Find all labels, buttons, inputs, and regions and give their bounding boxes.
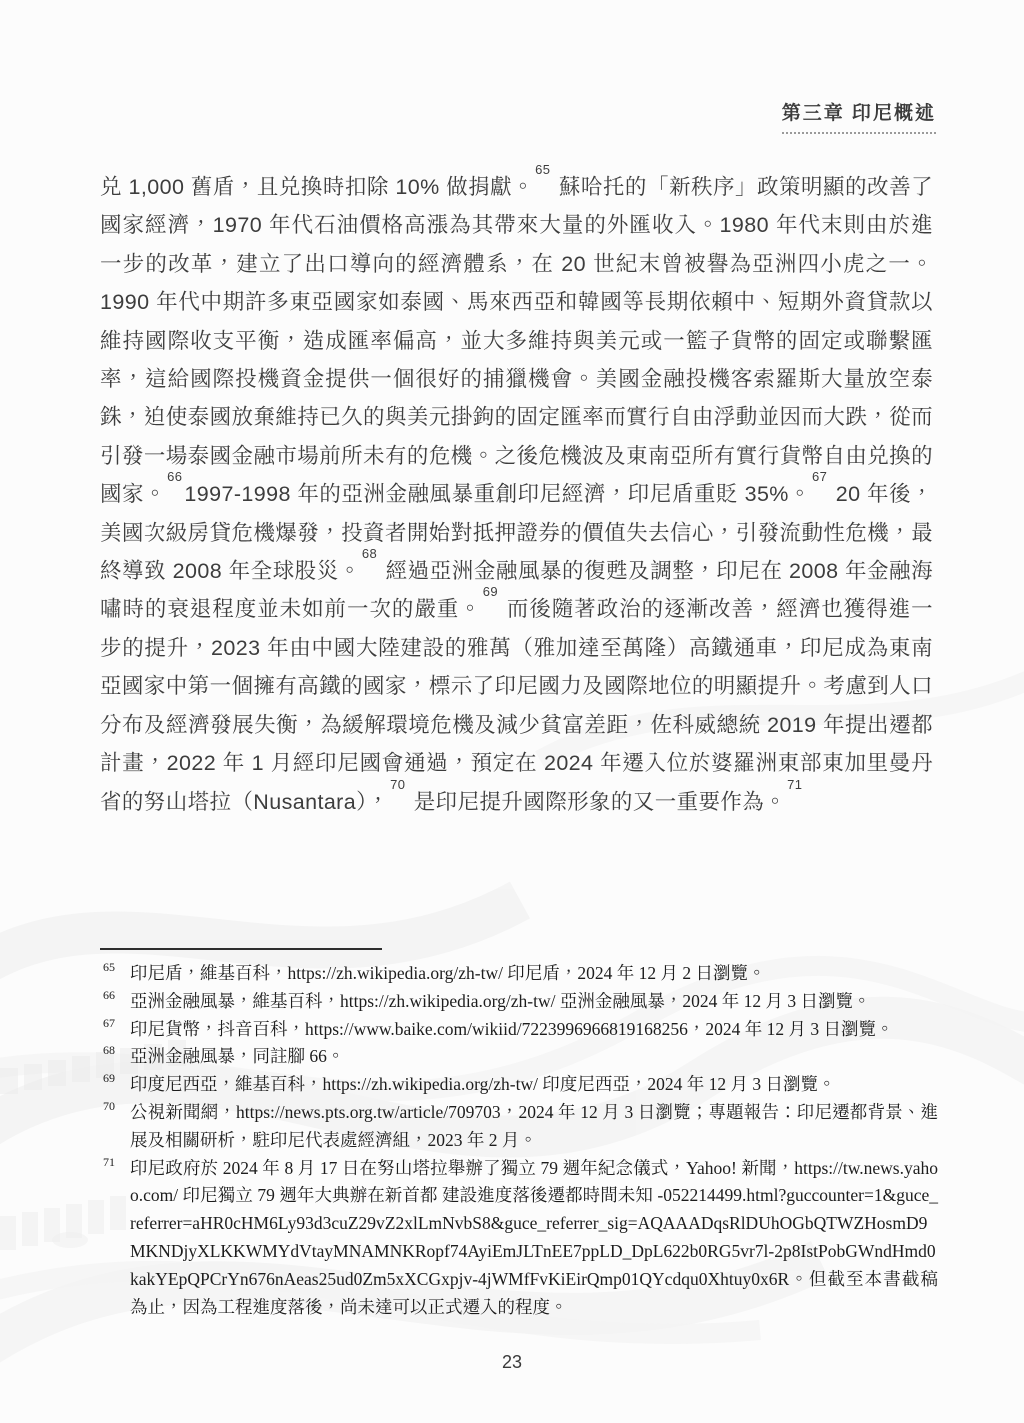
- footnote-ref: 65: [535, 162, 551, 177]
- footnote-number: 69: [103, 1071, 115, 1086]
- footnote-item: [100, 1155, 938, 1322]
- footnote-number: 67: [103, 1015, 115, 1030]
- footnote-text: 印尼貨幣，抖音百科，https://www.baike.com/wikiid/7223996966819168256，2024 年 12 月 3 日瀏覽。: [130, 1018, 894, 1039]
- footnote-item: [100, 960, 938, 988]
- footnote-item: [100, 988, 938, 1016]
- footnote-ref: 67: [812, 469, 828, 485]
- footnote-text: 印度尼西亞，維基百科，https://zh.wikipedia.org/zh-tw/ 印度尼西亞，2024 年 12 月 3 日瀏覽。: [130, 1074, 836, 1095]
- footnote-item: [100, 1099, 938, 1155]
- footnote-number: 68: [103, 1043, 115, 1058]
- footnote-list: [100, 960, 938, 1321]
- footnote-ref: 70: [390, 776, 406, 792]
- page-number: 23: [501, 1352, 523, 1372]
- footnote-number: 65: [103, 960, 115, 974]
- footnote-item: [100, 1016, 938, 1044]
- footnote-number: 66: [103, 987, 115, 1002]
- footnote-ref: 66: [167, 469, 183, 485]
- footnote-ref: 69: [482, 584, 498, 600]
- page-header: [782, 98, 936, 134]
- footnote-text: 印尼政府於 2024 年 8 月 17 日在努山塔拉舉辦了獨立 79 週年紀念儀式，Yahoo! 新聞，https://tw.news.yahoo.com/ 印尼獨立 79 週年大典辦在新首都 建設進度落後遷都時間未知 -052214499.html?guccounter=1&guce_referrer=aHR0cHM6Ly93d3cuZ29vZ2xlLmNvbS8&guce_referrer_sig=AQAAADqsRlDUhOGbQTWZHosmD9MKNDjyXLKKWMYdVtayMNAMNKRopf74AyiEmJLTnEE7ppLD_DpL622b0RG5vr7l-2p8IstPobGWndHmd0kakYEpQPCrYn676nAeas25ud0Zm5xXCGxpjv-4jWMfFvKiEirQmp01QYcdqu0Xhtuy0x6R。但截至本書截稿為止，因為工程進度落後，尚未達可以正式遷入的程度。: [130, 1157, 938, 1317]
- footnote-text: 印尼盾，維基百科，https://zh.wikipedia.org/zh-tw/ 印尼盾，2024 年 12 月 2 日瀏覽。: [130, 963, 766, 983]
- footnote-number: 71: [103, 1154, 115, 1169]
- footnote-text: 公視新聞網，https://news.pts.org.tw/article/709703，2024 年 12 月 3 日瀏覽；專題報告：印尼遷都背景、進展及相關研析，駐印尼代表處經濟組，2023 年 2 月。: [130, 1101, 938, 1150]
- footnote-number: 70: [103, 1098, 115, 1113]
- footnote-item: [100, 1043, 938, 1071]
- footnote-ref: 71: [787, 776, 803, 792]
- footnote-item: [100, 1071, 938, 1099]
- body-paragraph: 兑 1,000 舊盾，且兑換時扣除 10% 做捐獻。$^{65}$ 蘇哈托的「新秩序」政策明顯的改善了國家經濟，1970 年代石油價格高漲為其帶來大量的外匯收入。1980 年代末則由於進一步的改革，建立了出口導向的經濟體系，在 20 世紀末曾被譽為亞洲四小虎之一。1990 年代中期許多東亞國家如泰國、馬來西亞和韓國等長期依賴中、短期外資貸款以維持國際收支平衡，造成匯率偏高，並大多維持與美元或一籃子貨幣的固定或聯繫匯率，這給國際投機資金提供一個很好的捕獵機會。美國金融投機客索羅斯大量放空泰銖，迫使泰國放棄維持已久的與美元掛鉤的固定匯率而實行自由浮動並因而大跌，從而引發一場泰國金融市場前所未有的危機。之後危機波及東南亞所有實行貨幣自由兑換的國家。$^{66}$1997-1998 年的亞洲金融風暴重創印尼經濟，印尼盾重貶 35%。$^{67}$ 20 年後，美國次級房貸危機爆發，投資者開始對抵押證券的價值失去信心，引發流動性危機，最終導致 2008 年全球股災。$^{68}$ 經過亞洲金融風暴的復甦及調整，印尼在 2008 年金融海嘯時的衰退程度並未如前一次的嚴重。$^{69}$ 而後隨著政治的逐漸改善，經濟也獲得進一步的提升，2023 年由中國大陸建設的雅萬（雅加達至萬隆）高鐵通車，印尼成為東南亞國家中第一個擁有高鐵的國家，標示了印尼國力及國際地位的明顯提升。考慮到人口分布及經濟發展失衡，為緩解環境危機及減少貧富差距，佐科威總統 2019 年提出遷都計畫，2022 年 1 月經印尼國會通過，預定在 2024 年遷入位於婆羅洲東部東加里曼丹省的努山塔拉（Nusantara），$^{70}$ 是印尼提升國際形象的又一重要作為。$^{71}$: [100, 162, 934, 814]
- footnotes-section: [100, 948, 938, 1321]
- footnote-separator: [100, 948, 382, 950]
- footnote-text: 亞洲金融風暴，同註腳 66。: [130, 1046, 345, 1067]
- footnote-text: 亞洲金融風暴，維基百科，https://zh.wikipedia.org/zh-tw/ 亞洲金融風暴，2024 年 12 月 3 日瀏覽。: [130, 990, 871, 1011]
- chapter-title: 第三章 印尼概述: [782, 98, 936, 134]
- footnote-ref: 68: [361, 546, 378, 562]
